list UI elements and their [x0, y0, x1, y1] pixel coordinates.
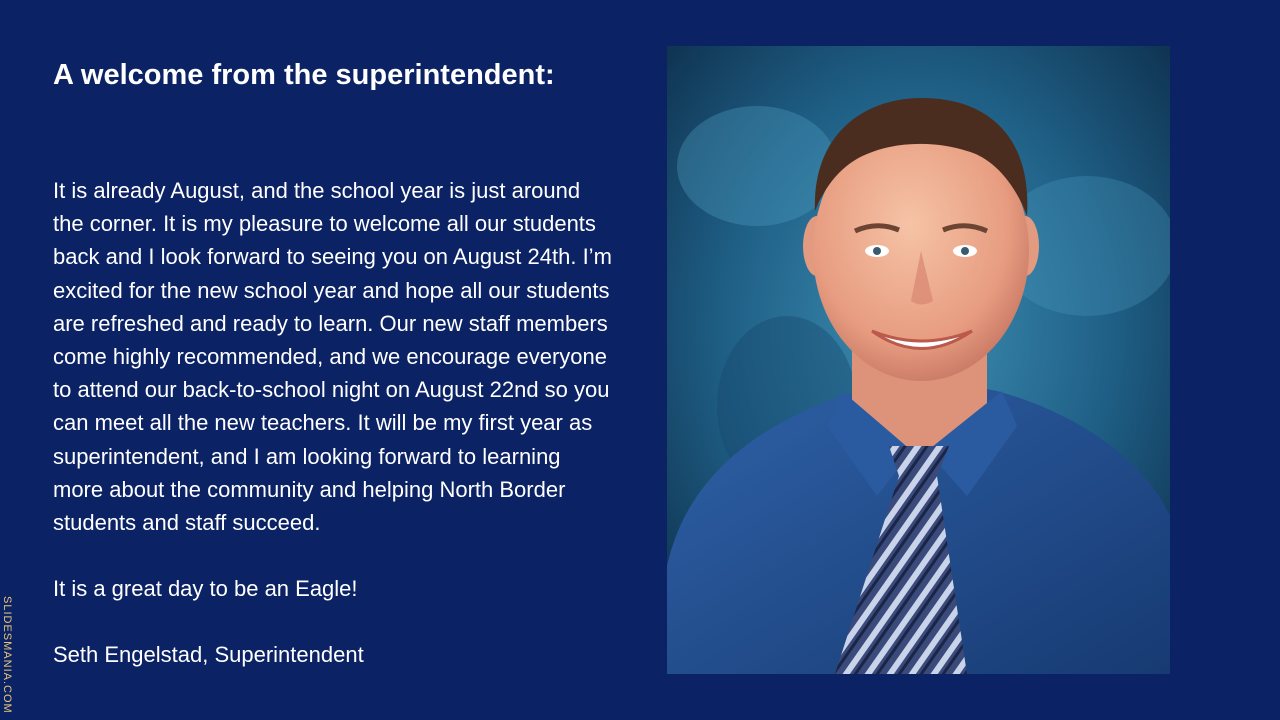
welcome-paragraph: It is already August, and the school year is just around the corner. It is my pleasure to welcome all our students back and I look forward to seeing you on August 24th. I’m excited for the new school year and hope all our students are refreshed and ready to learn. Our new staff members come highly recommended, and we encourage everyone to attend our back-to-school night on August 22nd so you can meet all the new teachers. It will be my first year as superintendent, and I am looking forward to learning more about the community and helping North Border students and staff succeed.	[53, 178, 612, 536]
signature-line: Seth Engelstad, Superintendent	[53, 642, 364, 668]
superintendent-portrait-photo	[667, 46, 1170, 674]
slidesmania-watermark: SLIDESMANIA.COM	[1, 596, 13, 714]
slide-title: A welcome from the superintendent:	[53, 59, 555, 91]
eagle-slogan: It is a great day to be an Eagle!	[53, 576, 358, 602]
welcome-message	[53, 174, 613, 672]
